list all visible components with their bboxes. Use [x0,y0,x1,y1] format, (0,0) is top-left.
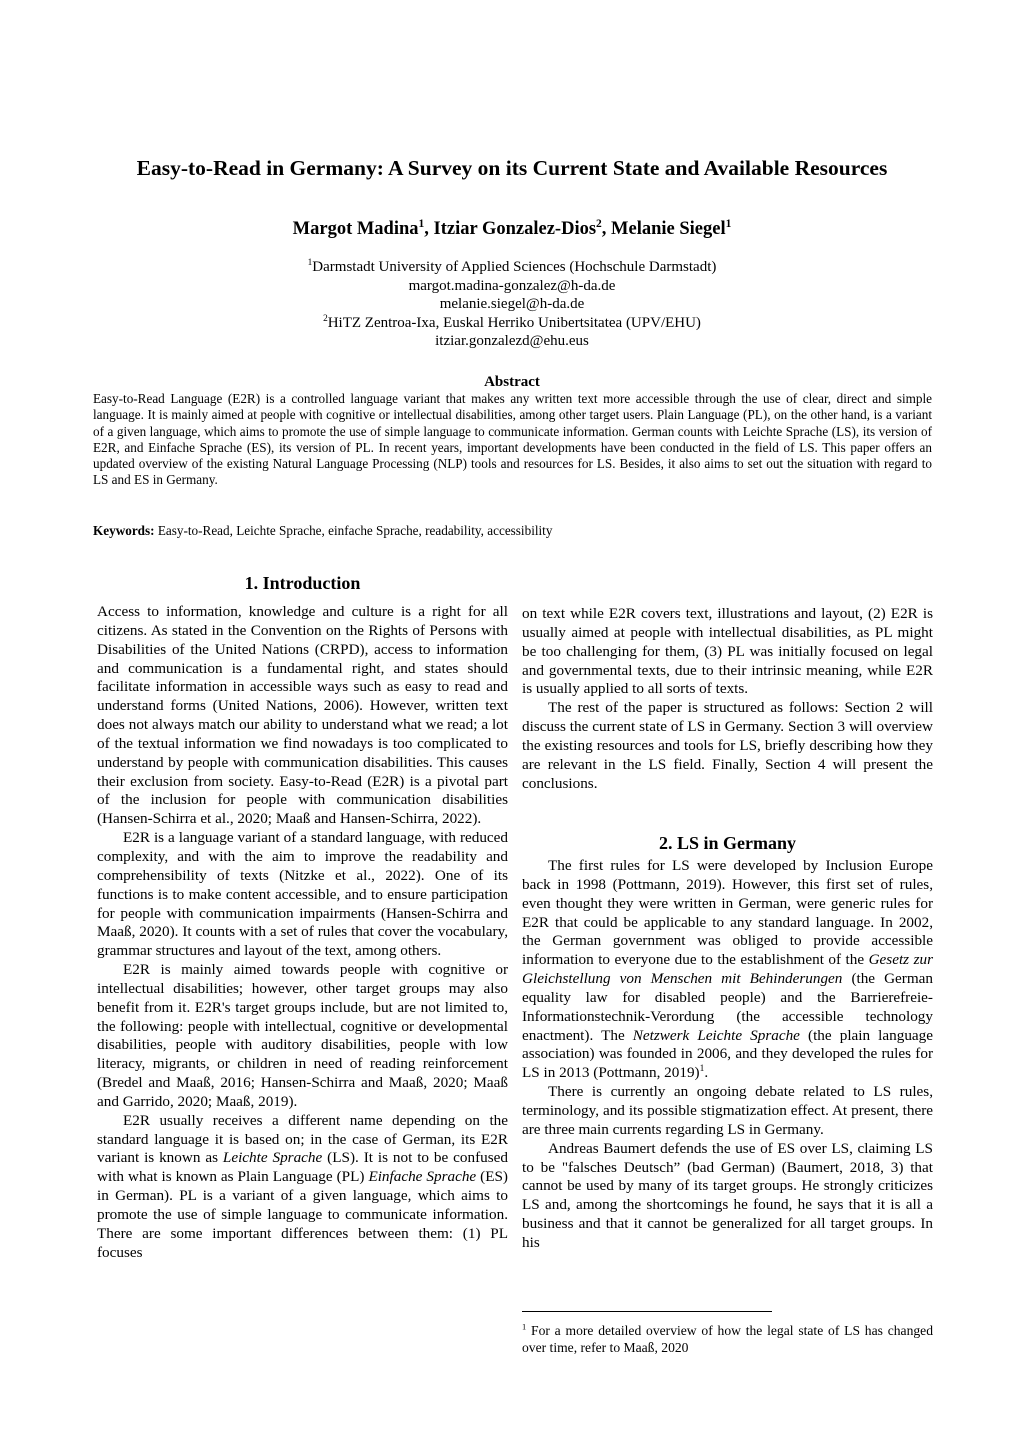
author-name: Margot Madina [292,219,419,239]
left-column [97,603,508,1263]
author-affiliation-mark: 2 [596,217,602,230]
author-affiliation-mark: 1 [725,217,732,230]
author-name: Itziar Gonzalez-Dios [433,219,597,239]
footnote-text: For a more detailed overview of how the legal state of LS has changed over time, refer to Maaß, 2020 [522,1323,933,1355]
paragraph: E2R is mainly aimed towards people with cognitive or intellectual disabilities; however, other target groups may also benefit from it. E2R's target groups include, but are not limited to, the following: people with intellectual, cognitive or developmental disabilities, people with auditory disabilities, people with low literacy, migrants, or children in need of reading reinforcement (Bredel and Maaß, 2016; Hansen-Schirra and Maaß, 2020; Maaß and Garrido, 2020; Maaß, 2019). [97,961,508,1110]
keywords [93,523,932,539]
text-run: (the plain language association) was founded in 2006, and they developed the rules for LS in 2013 (Pottmann, 2019) [522,1026,933,1082]
affiliation-text: HiTZ Zentroa-Ixa, Euskal Herriko Unibertsitatea (UPV/EHU) [327,314,701,331]
paragraph: Andreas Baumert defends the use of ES over LS, claiming LS to be "falsches Deutsch” (bad German) (Baumert, 2018, 3) that cannot be used by many of its target groups. He strongly criticizes LS and, among the shortcomings he found, he says that it is all a business and that it cannot be generalized for all target groups. In his [522,1139,933,1251]
author-separator: , [601,219,612,239]
footnote-mark: 1 [522,1321,527,1332]
affiliation-line [100,314,924,333]
section-heading-ls-in-germany: 2. LS in Germany [658,833,796,853]
footnote [522,1322,933,1356]
italic-term: Leichte Sprache [222,1149,323,1167]
section-heading-introduction: 1. Introduction [244,573,361,593]
paragraph: There is currently an ongoing debate related to LS rules, terminology, and its possible stigmatization effect. At present, there are three main currents regarding LS in Germany. [522,1083,933,1138]
paragraph: on text while E2R covers text, illustrations and layout, (2) E2R is usually aimed at people with intellectual disabilities, as PL might be too challenging for them, (3) PL was initially focused on legal and governmental texts, due to their intrinsic meaning, while E2R is usually applied to all sorts of texts. [522,605,933,698]
affiliation-text: Darmstadt University of Applied Sciences (Hochschule Darmstadt) [312,259,717,275]
footnote-reference[interactable]: 1 [699,1064,705,1075]
keywords-label: Keywords: [93,523,155,538]
text-run: The first rules for LS were developed by Inclusion Europe back in 1998 (Pottmann, 2019). However, this first set of rules, even thought they were written in German, were generic rules for E2R that could be applicable to any standard language. In 2002, the German government was obliged to provide accessible information to everyone due to the establishment of the [522,857,933,969]
text-run: (ES) in German). PL is a variant of a given language, which aims to promote the use of simple language to communicate information. There are some important differences between them: (1) PL focuses [97,1168,508,1261]
affiliations [100,258,924,351]
affiliation-line [100,332,924,351]
affiliation-line [100,258,924,277]
affiliation-mark: 2 [323,313,328,324]
right-column-section-2 [522,857,933,1253]
abstract-heading: Abstract [484,374,540,390]
paragraph [522,857,933,1083]
paragraph: E2R is a language variant of a standard language, with reduced complexity, and with the aim to improve the readability and comprehensibility of texts (Nitzke et al., 2022). One of its functions is to make content accessible, and to ensure participation for people with communication impairments (Hansen-Schirra and Maaß, 2020). It counts with a set of rules that cover the vocabulary, grammar structures and layout of the text, among others. [97,829,508,960]
affiliation-line [100,277,924,296]
affiliation-line [100,295,924,314]
italic-term: Netzwerk Leichte Sprache [632,1026,800,1044]
text-run: (LS). It is not to be confused with what is known as Plain Language (PL) [97,1149,508,1186]
text-run: E2R usually receives a different name depending on the standard language it is based on; in the case of German, its E2R variant is known as [97,1111,508,1167]
paper-title: Easy-to-Read in Germany: A Survey on its Current State and Available Resources [136,156,888,180]
paragraph: Access to information, knowledge and culture is a right for all citizens. As stated in the Convention on the Rights of Persons with Disabilities of the United Nations (CRPD), access to information and communication is a fundamental right, and states should facilitate information in accessible ways such as easy to read and understand forms (United Nations, 2006). However, written text does not always match our ability to understand what we read; a lot of the textual information we find nowadays is too complicated to understand by people with communication disabilities. This causes their exclusion from society. Easy-to-Read (E2R) is a pivotal part of the inclusion for people with communication disabilities (Hansen-Schirra et al., 2020; Maaß and Hansen-Schirra, 2022). [97,603,508,828]
abstract-text: Easy-to-Read Language (E2R) is a controlled language variant that makes any written text more accessible through the use of clear, direct and simple language. It is mainly aimed at people with cognitive or intellectual disabilities, among other target users. Plain Language (PL), on the other hand, is a variant of a given language, which aims to promote the use of simple language to communicate information. German counts with Leichte Sprache (LS), its version of E2R, and Einfache Sprache (ES), its version of PL. In recent years, important developments have been conducted in the field of LS. This paper offers an updated overview of the existing Natural Language Processing (NLP) tools and resources for LS. Besides, it also aims to set out the situation with regard to LS and ES in Germany. [93,391,932,488]
author-affiliation-mark: 1 [418,217,425,230]
author-list [100,217,924,241]
paragraph [97,1112,508,1263]
text-run: (the German equality law for disabled people) and the Barrierefreie-Informationstechnik-Verordung (the accessible technology enactment). The [522,970,934,1044]
author-email: itziar.gonzalezd@ehu.eus [435,333,589,350]
italic-term: Gesetz zur Gleichstellung von Menschen mit Behinderungen [522,951,933,988]
italic-term: Einfache Sprache [368,1168,477,1186]
author-separator: , [424,219,434,239]
text-run: . [704,1064,709,1082]
author-email: melanie.siegel@h-da.de [439,296,585,313]
right-column [522,605,933,793]
footnote-divider [522,1311,772,1312]
paragraph: The rest of the paper is structured as follows: Section 2 will discuss the current state of LS in Germany. Section 3 will overview the existing resources and tools for LS, briefly describing how they are relevant in the LS field. Finally, Section 4 will present the conclusions. [522,699,933,792]
keywords-text: Easy-to-Read, Leichte Sprache, einfache Sprache, readability, accessibility [157,523,553,538]
author-email: margot.madina-gonzalez@h-da.de [408,277,616,294]
affiliation-mark: 1 [307,258,313,268]
author-name: Melanie Siegel [611,219,726,239]
